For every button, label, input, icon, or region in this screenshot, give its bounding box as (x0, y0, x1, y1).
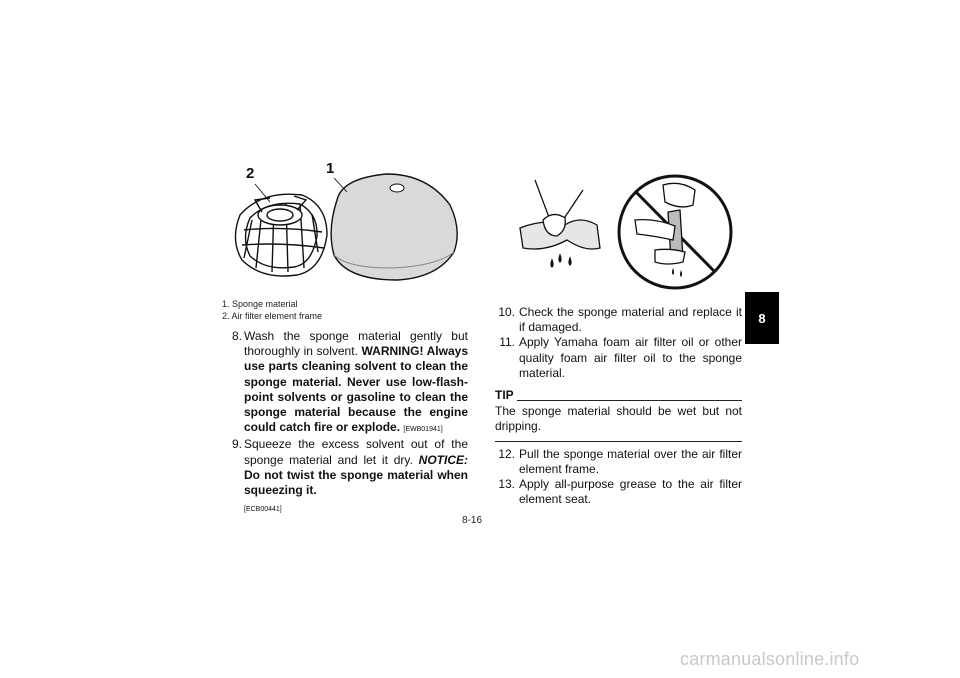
callout-1: 1 (326, 160, 335, 177)
step-12 (495, 447, 742, 477)
tip-label: TIP (495, 388, 514, 403)
step-text: Check the sponge material and replace it if damaged. (519, 305, 742, 335)
step-8 (222, 329, 468, 437)
callout-2: 2 (246, 165, 255, 182)
watermark: carmanualsonline.info (680, 649, 860, 669)
step-text: Apply Yamaha foam air filter oil or other quality foam air filter oil to the sponge material. (519, 335, 742, 380)
tip-text: The sponge material should be wet but not dripping. (495, 404, 742, 434)
step-10 (495, 305, 742, 335)
step-text: Wash the sponge material gently but thoroughly in solvent. (244, 329, 468, 359)
tip-header (495, 388, 742, 403)
left-column (222, 329, 468, 517)
notice-text: Do not twist the sponge material when squeezing it. (244, 467, 468, 498)
filter-illustration (222, 160, 462, 305)
legend-item-1: 1. Sponge material (222, 299, 298, 309)
step-number: 13. (498, 477, 515, 492)
sponge-graphic (331, 174, 457, 280)
step-9 (222, 437, 468, 517)
squeeze-vs-twist-drawing (505, 170, 745, 300)
step-text: Squeeze the excess solvent out of the sponge material and let it dry. (244, 437, 468, 467)
page-number: 8-16 (462, 515, 483, 526)
step-number: 11. (499, 335, 515, 350)
notice-code: [ECB00441] (244, 506, 282, 514)
step-number: 10. (498, 305, 515, 319)
step-number: 9. (231, 437, 242, 452)
figure-legend (222, 298, 322, 322)
squeeze-hands-graphic (520, 180, 600, 267)
chapter-number: 8 (758, 310, 766, 326)
chapter-tab (745, 292, 779, 344)
tip-end-rule (495, 441, 742, 442)
squeeze-illustration (505, 170, 745, 300)
filter-frame-graphic (235, 194, 327, 276)
step-text: Apply all-purpose grease to the air filter element seat. (519, 477, 742, 507)
right-column (495, 305, 742, 507)
step-number: 8. (231, 329, 242, 343)
warning-text: WARNING! Always use parts cleaning solvent to clean the sponge material. Never use low-flash-point solvents or gasoline to clean the sponge material because the engine could catch fire or explode. (244, 344, 468, 435)
prohibited-sign-icon (619, 176, 731, 288)
step-number: 12. (498, 446, 515, 461)
air-filter-drawing (222, 160, 462, 305)
step-11 (495, 335, 742, 381)
step-text: Pull the sponge material over the air filter element frame. (519, 446, 742, 476)
legend-item-2: 2. Air filter element frame (222, 311, 323, 321)
tip-rule (517, 400, 742, 401)
step-13 (495, 477, 742, 507)
notice-label: NOTICE: (418, 452, 469, 467)
warning-code: [EWB01941] (403, 426, 443, 434)
